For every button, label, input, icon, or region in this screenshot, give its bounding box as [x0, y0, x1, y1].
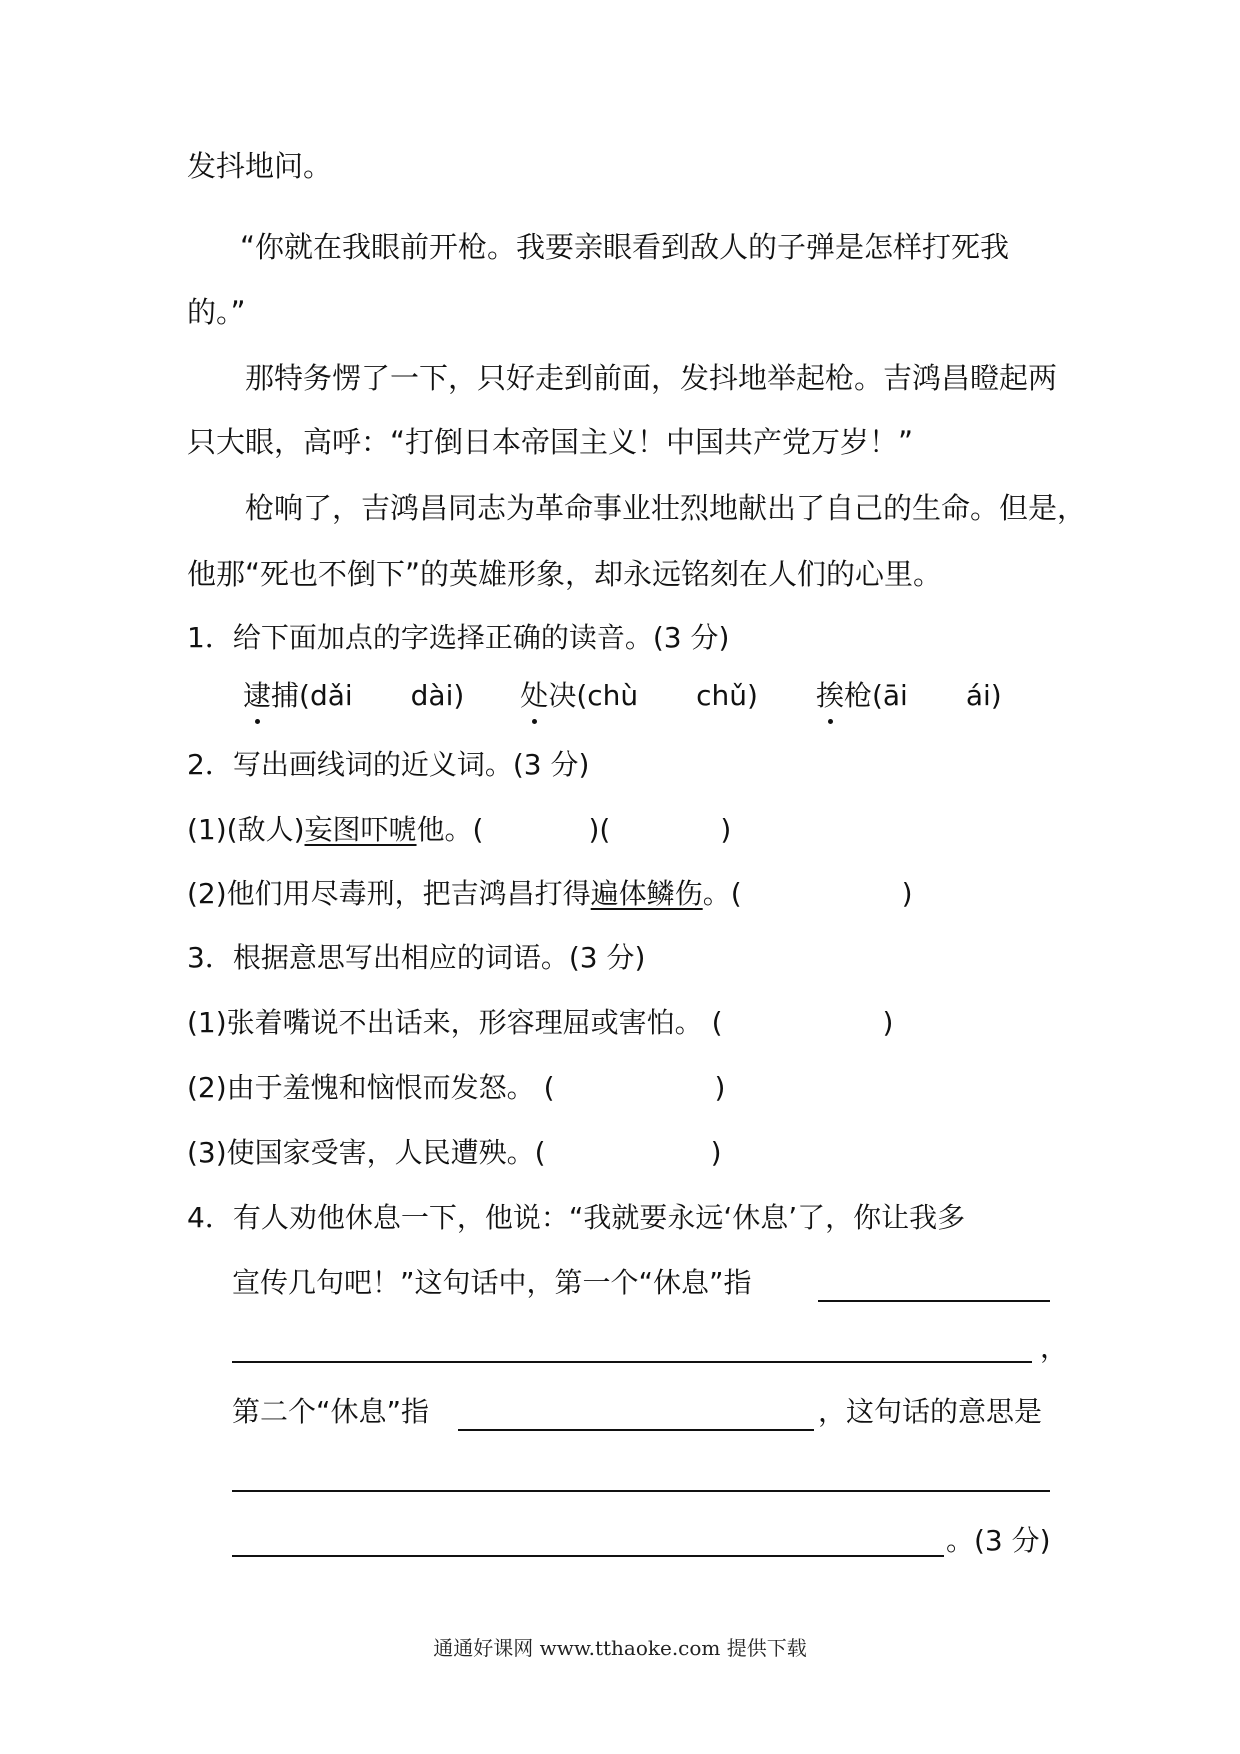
passage-line: 他那“死也不倒下”的英雄形象，却永远铭刻在人们的心里。 — [187, 557, 943, 591]
footer-credit: 通通好课网 www.tthaoke.com 提供下载 — [433, 1636, 807, 1660]
question-4-line-2: 宣传几句吧！”这句话中，第一个“休息”指 — [232, 1266, 752, 1299]
pinyin-item: 处决(chù chǔ) — [520, 679, 758, 712]
dotted-char: 处 — [520, 676, 548, 716]
question-2-item-2: (2)他们用尽毒刑，把吉鸿昌打得遍体鳞伤。( ) — [187, 877, 913, 910]
question-1-stem: 1．给下面加点的字选择正确的读音。(3 分) — [187, 621, 730, 654]
question-3-stem: 3．根据意思写出相应的词语。(3 分) — [187, 941, 646, 974]
dotted-char: 逮 — [243, 676, 271, 716]
answer-line[interactable] — [458, 1429, 814, 1431]
answer-line[interactable] — [232, 1361, 1032, 1363]
question-3-item-3: (3)使国家受害，人民遭殃。( ) — [187, 1136, 722, 1169]
underlined-word: 妄图吓唬 — [304, 813, 417, 846]
dotted-char: 挨 — [816, 676, 844, 716]
question-4-stem: 4．有人劝他休息一下，他说：“我就要永远‘休息’了，你让我多 — [187, 1201, 966, 1234]
question-2-item-1: (1)(敌人)妄图吓唬他。( )( ) — [187, 813, 732, 846]
pinyin-item: 挨枪(āi ái) — [816, 679, 1002, 712]
answer-line[interactable] — [232, 1555, 944, 1557]
question-3-item-2: (2)由于羞愧和恼恨而发怒。 ( ) — [187, 1071, 726, 1104]
underlined-word: 遍体鳞伤 — [590, 877, 703, 910]
passage-line: “你就在我眼前开枪。我要亲眼看到敌人的子弹是怎样打死我 — [240, 230, 1010, 264]
answer-line[interactable] — [232, 1490, 1050, 1492]
answer-line[interactable] — [818, 1300, 1050, 1302]
passage-line: 那特务愣了一下，只好走到前面，发抖地举起枪。吉鸿昌瞪起两 — [245, 361, 1058, 395]
passage-line: 的。” — [187, 295, 246, 329]
pinyin-item: 逮捕(dǎi dài) — [243, 679, 464, 712]
question-4-line-4b: ，这句话的意思是 — [818, 1395, 1043, 1428]
passage-line: 枪响了，吉鸿昌同志为革命事业壮烈地献出了自己的生命。但是， — [245, 491, 1087, 525]
passage-line: 发抖地问。 — [187, 149, 333, 183]
question-4-end: 。(3 分) — [946, 1524, 1051, 1557]
question-2-stem: 2．写出画线词的近义词。(3 分) — [187, 748, 590, 781]
comma: ， — [1040, 1331, 1069, 1364]
question-1-options — [243, 676, 1002, 716]
passage-line: 只大眼，高呼：“打倒日本帝国主义！中国共产党万岁！” — [187, 425, 914, 459]
question-4-line-4a: 第二个“休息”指 — [232, 1395, 430, 1428]
question-3-item-1: (1)张着嘴说不出话来，形容理屈或害怕。 ( ) — [187, 1006, 894, 1039]
